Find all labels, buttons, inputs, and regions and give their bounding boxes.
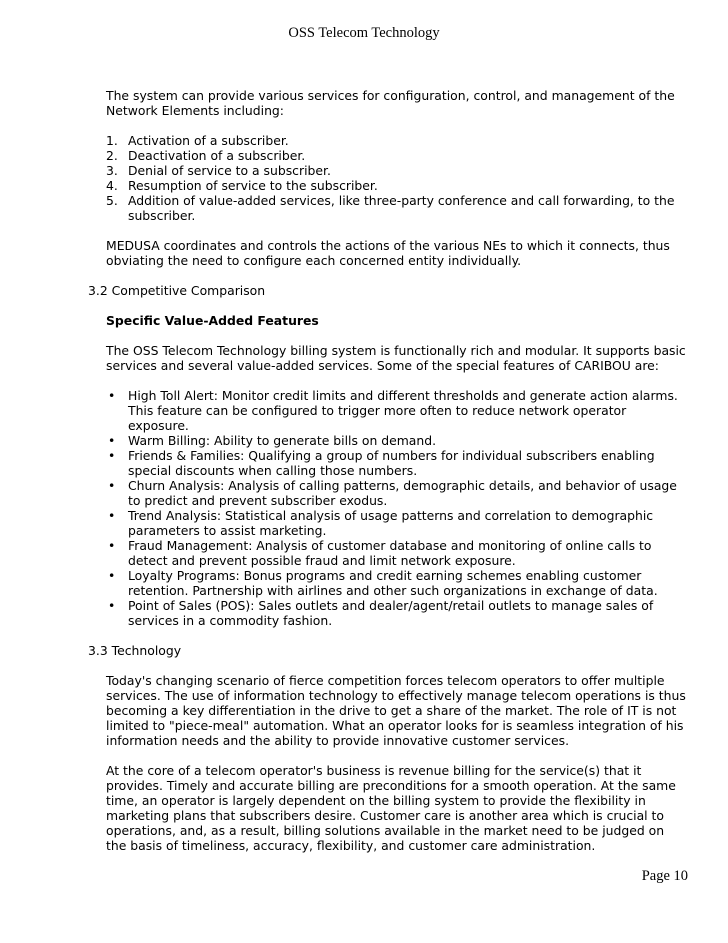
list-number: 5. xyxy=(106,193,118,208)
intro-paragraph: The system can provide various services for configuration, control, and management of the Network Elements including: xyxy=(106,88,675,118)
intro-block xyxy=(106,88,688,268)
list-item-text: Warm Billing: Ability to generate bills on demand. xyxy=(128,433,437,448)
list-item xyxy=(106,598,688,628)
list-item xyxy=(106,388,688,433)
comparison-paragraph: The OSS Telecom Technology billing system is functionally rich and modular. It supports basic services and several value-added services. Some of the special features of CARIBOU are: xyxy=(106,343,686,373)
list-item xyxy=(106,163,688,178)
features-list xyxy=(106,388,688,628)
document-body xyxy=(88,88,688,853)
list-item-text: High Toll Alert: Monitor credit limits and different thresholds and generate action alarms. This feature can be configured to trigger more often to reduce network operator exposure. xyxy=(128,388,678,433)
list-number: 2. xyxy=(106,148,118,163)
bullet-icon: • xyxy=(108,538,116,553)
list-item-text: Deactivation of a subscriber. xyxy=(128,148,306,163)
medusa-paragraph: MEDUSA coordinates and controls the actions of the various NEs to which it connects, thus obviating the need to configure each concerned entity individually. xyxy=(106,238,670,268)
list-item xyxy=(106,538,688,568)
list-item-text: Friends & Families: Qualifying a group of numbers for individual subscribers enabling special discounts when calling those numbers. xyxy=(128,448,655,478)
list-item xyxy=(106,133,688,148)
subheading-value-added: Specific Value-Added Features xyxy=(106,313,319,328)
technology-paragraph-2: At the core of a telecom operator's business is revenue billing for the service(s) that it provides. Timely and accurate billing are preconditions for a smooth operation. At the same time, an operator is largely dependent on the billing system to provide the flexibility in marketing plans that subscribers desire. Customer care is another area which is crucial to operations, and, as a result, billing solutions available in the market need to be judged on the basis of timeliness, accuracy, flexibility, and customer care administration. xyxy=(106,763,676,853)
list-item-text: Resumption of service to the subscriber. xyxy=(128,178,378,193)
list-item-text: Point of Sales (POS): Sales outlets and dealer/agent/retail outlets to manage sales of services in a commodity fashion. xyxy=(128,598,654,628)
bullet-icon: • xyxy=(108,508,116,523)
bullet-icon: • xyxy=(108,388,116,403)
list-number: 3. xyxy=(106,163,118,178)
section-heading-3-2: 3.2 Competitive Comparison xyxy=(88,283,266,298)
list-item-text: Addition of value-added services, like three-party conference and call forwarding, to the subscriber. xyxy=(128,193,675,223)
spacer xyxy=(106,373,688,388)
list-item xyxy=(106,508,688,538)
section-3-3-body xyxy=(106,673,688,853)
list-item xyxy=(106,193,688,223)
list-item-text: Activation of a subscriber. xyxy=(128,133,289,148)
bullet-icon: • xyxy=(108,478,116,493)
services-list xyxy=(106,133,688,223)
list-item-text: Loyalty Programs: Bonus programs and credit earning schemes enabling customer retention. Partnership with airlines and other such organizations in exchange of data. xyxy=(128,568,658,598)
bullet-icon: • xyxy=(108,598,116,613)
list-item-text: Trend Analysis: Statistical analysis of usage patterns and correlation to demographic parameters to assist marketing. xyxy=(128,508,654,538)
list-item-text: Denial of service to a subscriber. xyxy=(128,163,331,178)
section-heading-3-3: 3.3 Technology xyxy=(88,643,182,658)
bullet-icon: • xyxy=(108,448,116,463)
list-item-text: Churn Analysis: Analysis of calling patterns, demographic details, and behavior of usage to predict and prevent subscriber exodus. xyxy=(128,478,677,508)
list-number: 4. xyxy=(106,178,118,193)
spacer xyxy=(106,748,688,763)
list-item xyxy=(106,568,688,598)
page-header: OSS Telecom Technology xyxy=(288,25,440,41)
list-item xyxy=(106,478,688,508)
list-number: 1. xyxy=(106,133,118,148)
list-item xyxy=(106,178,688,193)
technology-paragraph-1: Today's changing scenario of fierce competition forces telecom operators to offer multiple services. The use of information technology to effectively manage telecom operations is thus becoming a key differentiation in the drive to get a share of the market. The role of IT is not limited to "piece-meal" automation. What an operator looks for is seamless integration of his information needs and the ability to provide innovative customer services. xyxy=(106,673,686,748)
section-3-2-body xyxy=(106,313,688,628)
bullet-icon: • xyxy=(108,433,116,448)
list-item xyxy=(106,148,688,163)
list-item-text: Fraud Management: Analysis of customer database and monitoring of online calls to detect and prevent possible fraud and limit network exposure. xyxy=(128,538,652,568)
page-number: Page 10 xyxy=(641,868,688,884)
list-item xyxy=(106,448,688,478)
bullet-icon: • xyxy=(108,568,116,583)
list-item xyxy=(106,433,688,448)
